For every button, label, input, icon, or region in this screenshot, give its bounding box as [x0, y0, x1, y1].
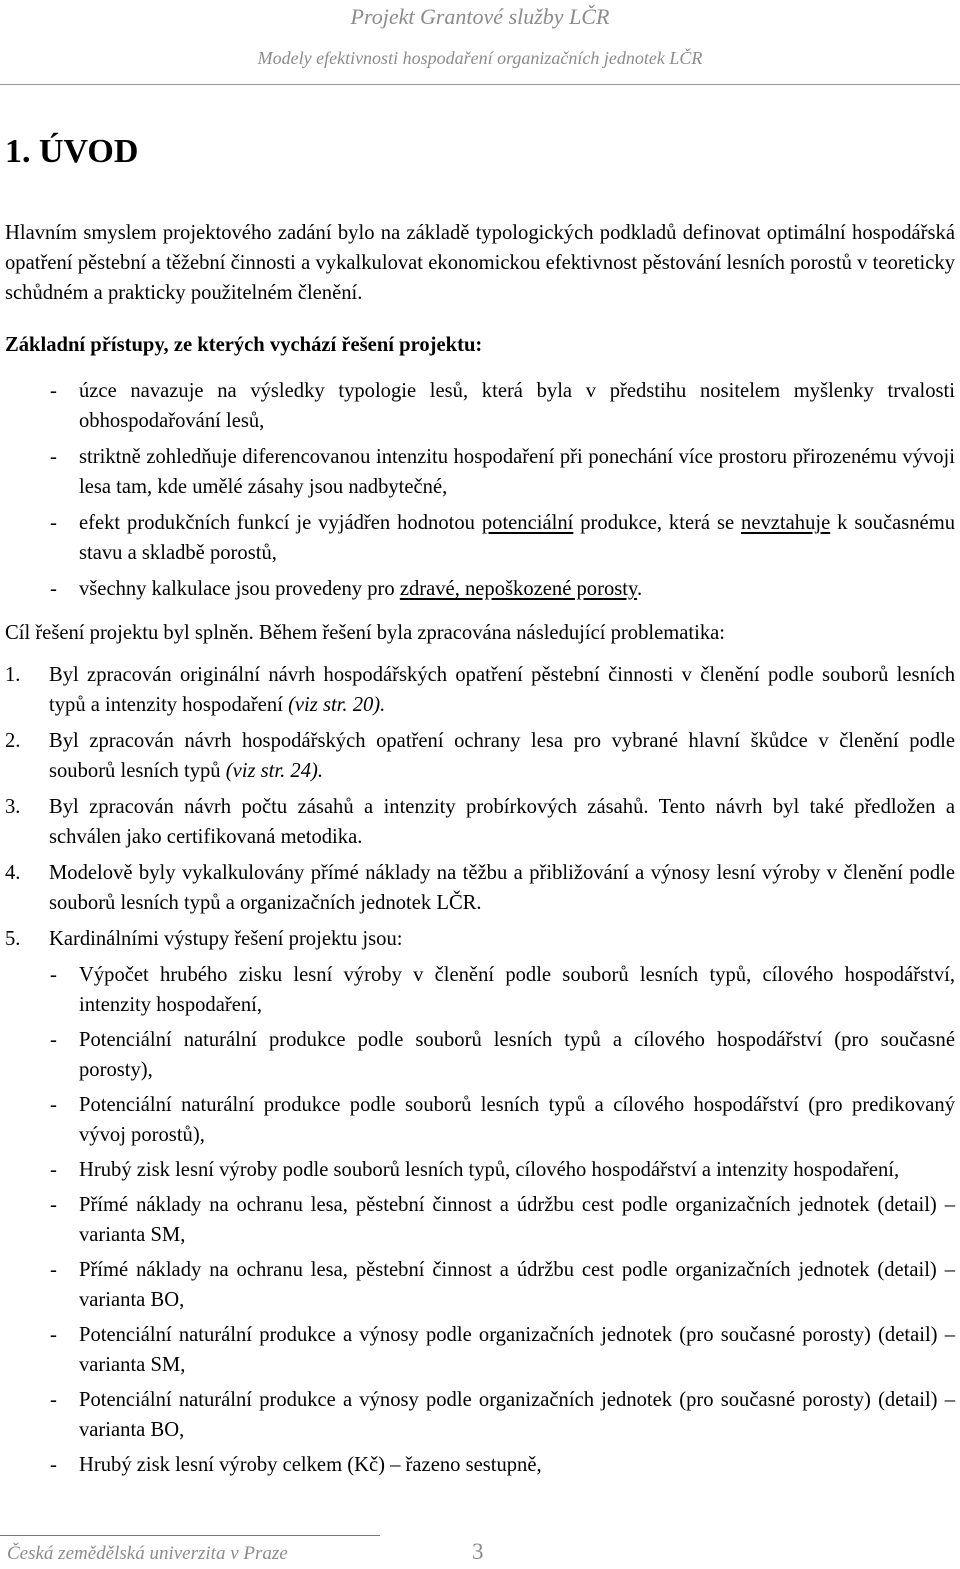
- item-text: Modelově byly vykalkulovány přímé náklady na těžbu a přibližování a výnosy lesní výroby v členění podle souborů lesních typů a organizačních jednotek LČR.: [49, 862, 955, 914]
- list-item: [5, 376, 955, 436]
- list-item: - Potenciální naturální produkce podle souborů lesních typů a cílového hospodářství (pro současné porosty),: [5, 1025, 955, 1085]
- numbered-item: [5, 924, 955, 954]
- header-project-title: Projekt Grantové služby LČR: [350, 4, 610, 29]
- approach-text: k současnému stavu a skladbě porostů,: [79, 512, 956, 564]
- item-number: 1.: [5, 664, 21, 686]
- numbered-item: [5, 660, 955, 720]
- goal-paragraph: Cíl řešení projektu byl splněn. Během řešení byla zpracována následující problematika:: [5, 622, 725, 644]
- list-item: - Výpočet hrubého zisku lesní výroby v členění podle souborů lesních typů, cílového hospodářství, intenzity hospodaření,: [5, 960, 955, 1020]
- header-divider: [0, 84, 960, 85]
- page-reference: (viz str. 24).: [225, 760, 323, 782]
- approach-text: efekt produkčních funkcí je vyjádřen hodnotou: [79, 512, 482, 534]
- numbered-list: [5, 660, 955, 954]
- page-number: 3: [472, 1539, 484, 1564]
- approaches-heading: Základní přístupy, ze kterých vychází řešení projektu:: [5, 334, 483, 356]
- approach-text: striktně zohledňuje diferencovanou intenzitu hospodaření při ponechání více prostoru přirozenému vývoji lesa tam, kde umělé zásahy jsou nadbytečné,: [79, 446, 955, 498]
- list-item: [5, 574, 955, 604]
- item-number: 5.: [5, 928, 21, 950]
- document-body: [5, 126, 955, 1485]
- footer-divider: [0, 1535, 380, 1536]
- footer-university: Česká zemědělská univerzita v Praze: [7, 1543, 288, 1564]
- approach-text: .: [636, 578, 643, 600]
- list-item: - Přímé náklady na ochranu lesa, pěstební činnost a údržbu cest podle organizačních jednotek (detail) – varianta SM,: [5, 1190, 955, 1250]
- list-item: - Potenciální naturální produkce a výnosy podle organizačních jednotek (pro současné porosty) (detail) – varianta SM,: [5, 1320, 955, 1380]
- numbered-item: [5, 858, 955, 918]
- item-number: 2.: [5, 730, 21, 752]
- approach-text: produkce, která se: [573, 512, 742, 534]
- numbered-item: [5, 792, 955, 852]
- header-subtitle: Modely efektivnosti hospodaření organizačních jednotek LČR: [257, 48, 703, 68]
- intro-paragraph: Hlavním smyslem projektového zadání bylo na základě typologických podkladů definovat optimální hospodářská opatření pěstební a těžební činnosti a vykalkulovat ekonomickou efektivnost pěstování lesních porostů v teoreticky schůdném a prakticky použitelném členění.: [5, 222, 955, 304]
- item-number: 3.: [5, 796, 21, 818]
- underlined-term: nevztahuje: [741, 512, 831, 534]
- item-text: Kardinálními výstupy řešení projektu jsou:: [49, 928, 403, 950]
- outputs-list: [5, 960, 955, 1480]
- page-footer: [0, 1535, 960, 1569]
- list-item: - Přímé náklady na ochranu lesa, pěstební činnost a údržbu cest podle organizačních jednotek (detail) – varianta BO,: [5, 1255, 955, 1315]
- list-item: - Hrubý zisk lesní výroby podle souborů lesních typů, cílového hospodářství a intenzity hospodaření,: [5, 1155, 955, 1185]
- list-item: [5, 442, 955, 502]
- approach-text: úzce navazuje na výsledky typologie lesů, která byla v předstihu nositelem myšlenky trvalosti obhospodařování lesů,: [79, 380, 955, 432]
- page-header: [0, 0, 960, 84]
- item-text: Byl zpracován originální návrh hospodářských opatření pěstební činnosti v členění podle souborů lesních typů a intenzity hospodaření: [49, 664, 955, 716]
- approaches-list: [5, 376, 955, 604]
- list-item: [5, 508, 955, 568]
- underlined-term: potenciální: [481, 512, 574, 534]
- list-item: - Hrubý zisk lesní výroby celkem (Kč) – řazeno sestupně,: [5, 1450, 955, 1480]
- list-item: - Potenciální naturální produkce a výnosy podle organizačních jednotek (pro současné porosty) (detail) – varianta BO,: [5, 1385, 955, 1445]
- item-text: Byl zpracován návrh hospodářských opatření ochrany lesa pro vybrané hlavní škůdce v členění podle souborů lesních typů: [49, 730, 955, 782]
- page-reference: (viz str. 20).: [288, 694, 386, 716]
- numbered-item: [5, 726, 955, 786]
- item-text: Byl zpracován návrh počtu zásahů a intenzity probírkových zásahů. Tento návrh byl také předložen a schválen jako certifikovaná metodika.: [49, 796, 955, 848]
- item-number: 4.: [5, 862, 21, 884]
- section-title: 1. ÚVOD: [5, 133, 139, 170]
- approach-text: všechny kalkulace jsou provedeny pro: [79, 578, 400, 600]
- underlined-term: zdravé, nepoškozené porosty: [399, 578, 637, 600]
- list-item: - Potenciální naturální produkce podle souborů lesních typů a cílového hospodářství (pro predikovaný vývoj porostů),: [5, 1090, 955, 1150]
